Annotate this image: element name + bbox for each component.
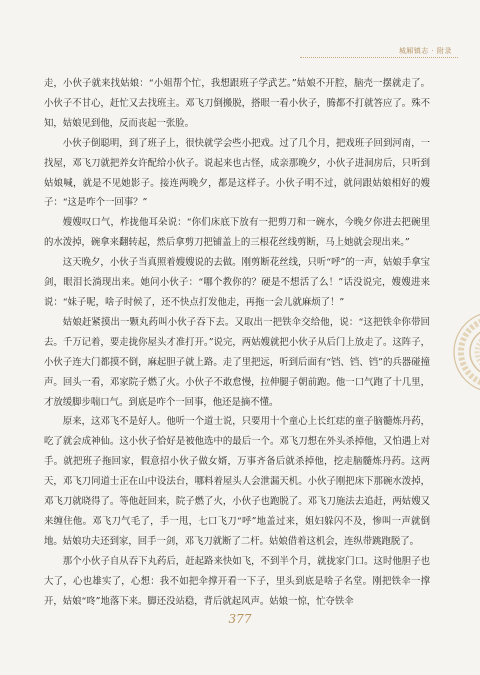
paragraph: 走，小伙子就来找姑娘：“小姐帮个忙，我想跟班子学武艺。”姑娘不开腔，脑壳一摆就走了。小伙子不甘心，赶忙又去找班主。邓飞刀倒搬脱，搭眼一看小伙子，腾都不打就答应了。殊不知，姑娘见到他，反而丧起一张脸。 <box>44 78 430 129</box>
paragraph: 这天晚夕，小伙子当真照着嫂嫂说的去做。刚剪断花丝线，只听“呼”的一声，姑娘手拿宝剑，眼泪长淌现出来。她问小伙子：“哪个教你的？硬是不想活了么！”话没说完，嫂嫂进来说：“妹子呢，啥子时候了，还不快点打发他走，再拖一会儿就麻烦了！” <box>44 257 430 308</box>
paragraph: 原来，这邓飞不是好人。他听一个道士说，只要用十个童心上长红痣的童子脑髓炼丹药，吃了就会成神仙。这小伙子恰好是被他选中的最后一个。邓飞刀想在外头杀掉他，又怕遇上对手。就把班子拖回家，假意招小伙子做女婿，万事齐备后就杀掉他，挖走脑髓炼丹药。这两天，邓飞刀同道士正在山中设法台，哪料着屋头人会泄漏天机。小伙子刚把床下那碗水泼掉，邓飞刀就晓得了。等他赶回来，院子燃了火，小伙子也跑脱了。邓飞刀施法去追赶，两姑嫂又来缠住他。邓飞刀气毛了，手一甩，七口飞刀“呼”地盖过来，姐妇躲闪不及，惨叫一声就倒地。姑娘功夫还到家，回手一剑，邓飞刀就断了二杆。姑娘借着这机会，连纵带跳跑脱了。 <box>44 416 430 547</box>
paragraph: 小伙子倒聪明，到了班子上，很快就学会些小把戏。过了几个月，把戏班子回到河南，一找屋，邓飞刀就把养女许配给小伙子。说起来也古怪，成亲那晚夕，小伙子进洞房后，只听到姑娘喊，就是不见她影子。接连两晚夕，都是这样子。小伙子明不过，就问跟姑娘相好的嫂子：“这是咋个一回事？” <box>44 137 430 209</box>
header-dotted-rule <box>300 57 458 58</box>
paragraph: 嫂嫂叹口气，柞拢他耳朵说：“你们床底下放有一把剪刀和一碗水，今晚夕你进去把碗里的水泼掉，碗拿来翻转起，然后拿剪刀把铺盖上的三根花丝线剪断，马上她就会现出来。” <box>44 217 430 249</box>
paragraph: 姑娘赶紧摸出一颗丸药叫小伙子吞下去。又取出一把铁伞交给他，说：“这把铁伞你带回去。千万记着，要走拢你屋头才准打开。”说完，两姑嫂就把小伙子从后门上放走了。这阵子，小伙子连大门都摸不倒，麻起胆子就上路。走了里把远，听到后面有“铛、铛、铛”的兵器碰撞声。回头一看，邓家院子燃了火。小伙子不敢怠慢，拉伸腿子朝前跑。他一口气跑了十几里，才放缓脚步喘口气。到底是咋个一回事，他还是摘不懂。 <box>44 316 430 408</box>
body-text <box>44 74 430 611</box>
paragraph: 那个小伙子自从吞下丸药后，赶起路来快如飞，不到半个月，就拢家门口。这时他胆子也大了，心也雄实了，心想：我不如把伞撑开看一下子，里头到底是啥子名堂。刚把铁伞一撑开，姑娘“咚”地落下来。脚还没站稳，背后就起风声。姑娘一惊，忙夺铁伞 <box>44 555 430 607</box>
running-head: 城厢镇志 · 附录 <box>398 47 452 55</box>
page-number: 377 <box>228 612 252 626</box>
decorative-ring-ornament <box>442 300 480 404</box>
